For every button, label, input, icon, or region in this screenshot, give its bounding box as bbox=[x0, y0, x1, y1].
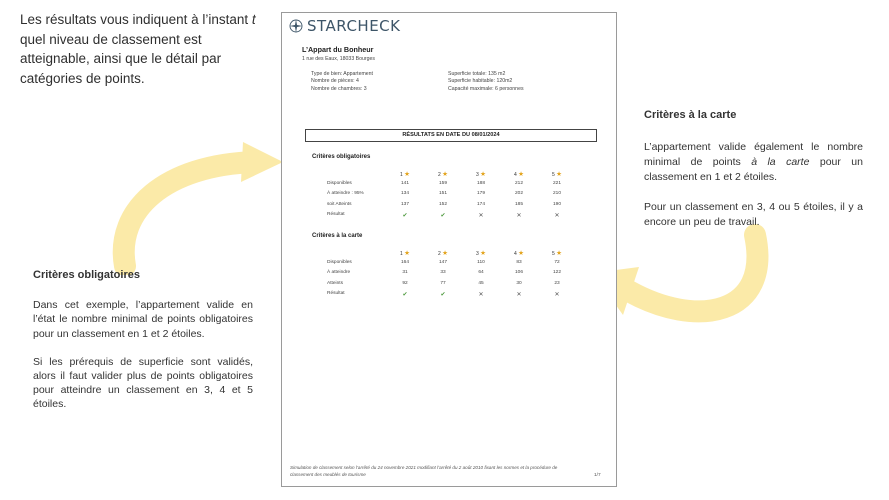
table-row bbox=[313, 189, 598, 200]
star-icon: ★ bbox=[442, 171, 448, 178]
level-5: 5 bbox=[552, 172, 555, 178]
table-cell: 141 bbox=[400, 180, 409, 186]
table-cell: 164 bbox=[400, 259, 409, 265]
table-cell: 174 bbox=[476, 201, 485, 207]
table-cell: 185 bbox=[514, 201, 523, 207]
star-icon: ★ bbox=[556, 250, 562, 257]
table-cell: 77 bbox=[440, 280, 446, 286]
cross-icon: ✕ bbox=[478, 213, 484, 219]
mandatory-explanation-title: Critères obligatoires bbox=[33, 269, 140, 281]
table-cell: 72 bbox=[554, 259, 560, 265]
row-label: soit Atteints bbox=[327, 201, 352, 207]
table-cell: 31 bbox=[402, 270, 408, 275]
star-icon: ★ bbox=[404, 250, 410, 257]
info-capacity: Capacité maximale: 6 personnes bbox=[448, 85, 524, 92]
table-cell: 221 bbox=[552, 180, 561, 186]
table-cell: 151 bbox=[438, 191, 447, 196]
table-cell: 122 bbox=[552, 270, 561, 275]
row-label: Disponibles bbox=[327, 180, 352, 186]
level-header bbox=[431, 170, 455, 178]
row-label: Résultat bbox=[327, 212, 345, 217]
starcheck-logo bbox=[289, 17, 401, 35]
mandatory-section-title: Critères obligatoires bbox=[312, 154, 371, 160]
table-cell: 179 bbox=[476, 191, 485, 196]
table-cell: 137 bbox=[400, 201, 409, 207]
table-cell: 30 bbox=[516, 280, 522, 286]
level-header bbox=[545, 170, 569, 178]
result-row bbox=[313, 289, 598, 300]
star-icon: ★ bbox=[480, 250, 486, 257]
intro-text-emph: t bbox=[251, 12, 256, 27]
table-row bbox=[313, 258, 598, 269]
level-2: 2 bbox=[438, 172, 441, 178]
table-cell: 23 bbox=[554, 280, 560, 286]
level-header bbox=[469, 170, 493, 178]
table-cell: 64 bbox=[478, 270, 484, 275]
level-4: 4 bbox=[514, 172, 517, 178]
star-icon: ★ bbox=[404, 171, 410, 178]
level-header bbox=[507, 249, 531, 257]
info-total-area: Superficie totale: 135 m2 bbox=[448, 71, 506, 77]
cross-icon: ✕ bbox=[516, 292, 522, 298]
table-cell: 110 bbox=[477, 259, 485, 265]
table-cell: 202 bbox=[514, 191, 523, 196]
property-name: L’Appart du Bonheur bbox=[302, 45, 374, 54]
result-row bbox=[313, 210, 598, 221]
info-type: Type de bien: Appartement bbox=[311, 71, 374, 77]
cross-icon: ✕ bbox=[478, 292, 484, 298]
intro-text bbox=[20, 10, 265, 88]
level-header bbox=[507, 170, 531, 178]
check-icon: ✔ bbox=[440, 213, 446, 219]
table-cell: 210 bbox=[552, 191, 561, 196]
level-1: 1 bbox=[400, 251, 403, 257]
intro-text-after: quel niveau de classement est atteignable, ainsi que le détail par catégories de points. bbox=[20, 31, 222, 86]
table-cell: 147 bbox=[438, 259, 447, 265]
mandatory-explanation-p1: Dans cet exemple, l’appartement valide en l’état le nombre minimal de points obligatoires pour un classement en 1 et 2 étoiles. bbox=[33, 299, 253, 340]
table-cell: 188 bbox=[476, 180, 485, 186]
level-2: 2 bbox=[438, 251, 441, 257]
cross-icon: ✕ bbox=[554, 213, 560, 219]
alacarte-explanation-title: Critères à la carte bbox=[644, 109, 737, 121]
row-label: À atteindre : 95% bbox=[327, 191, 364, 196]
table-cell: 33 bbox=[440, 270, 446, 275]
check-icon: ✔ bbox=[402, 292, 408, 298]
mandatory-table bbox=[313, 168, 598, 221]
row-label: Résultat bbox=[327, 291, 345, 296]
star-icon: ★ bbox=[556, 171, 562, 178]
alacarte-explanation-p1 bbox=[644, 140, 863, 185]
level-5: 5 bbox=[552, 251, 555, 257]
star-icon: ★ bbox=[518, 171, 524, 178]
page-number: 1/7 bbox=[594, 473, 601, 478]
compass-rose-icon bbox=[289, 19, 303, 33]
level-1: 1 bbox=[400, 172, 403, 178]
table-cell: 190 bbox=[552, 201, 561, 207]
row-label: Disponibles bbox=[327, 259, 352, 265]
level-header bbox=[393, 249, 417, 257]
mandatory-explanation bbox=[33, 268, 253, 426]
level-header bbox=[431, 249, 455, 257]
info-living-area: Superficie habitable: 120m2 bbox=[448, 78, 513, 85]
table-row bbox=[313, 179, 598, 190]
alacarte-p1-emph: à la carte bbox=[751, 156, 810, 168]
mandatory-explanation-p2: Si les prérequis de superficie sont validés, alors il faut valider plus de points obligatoires pour atteindre un classement en 3, 4 et 5 étoiles. bbox=[33, 355, 253, 411]
cross-icon: ✕ bbox=[554, 292, 560, 298]
document-footer: Simulation de classement selon l’arrêté du 24 novembre 2021 modifiant l’arrêté du 2 août 2010 fixant les normes et la procédure de classement des meublés de tourisme bbox=[290, 465, 558, 477]
alacarte-section-title: Critères à la carte bbox=[312, 233, 363, 239]
table-cell: 152 bbox=[438, 201, 447, 207]
table-cell: 106 bbox=[514, 270, 523, 275]
star-icon: ★ bbox=[518, 250, 524, 257]
info-rooms: Nombre de pièces: 4 bbox=[311, 78, 359, 85]
level-3: 3 bbox=[476, 172, 479, 178]
cross-icon: ✕ bbox=[516, 213, 522, 219]
level-3: 3 bbox=[476, 251, 479, 257]
table-row bbox=[313, 268, 598, 279]
star-icon: ★ bbox=[480, 171, 486, 178]
property-address: 1 rue des Eaux, 18033 Bourges bbox=[302, 56, 375, 62]
check-icon: ✔ bbox=[440, 292, 446, 298]
star-icon: ★ bbox=[442, 250, 448, 257]
alacarte-p1-before: L’appartement valide également le nombre minimal de points bbox=[644, 141, 863, 168]
logo-text: STARCHECK bbox=[307, 17, 401, 35]
property-info-left bbox=[311, 71, 373, 93]
alacarte-p1-after: pour un classement en 1 et 2 étoiles. bbox=[644, 156, 863, 183]
alacarte-explanation-p2: Pour un classement en 3, 4 ou 5 étoiles, il y a encore un peu de travail. bbox=[644, 201, 863, 228]
level-header bbox=[545, 249, 569, 257]
property-info-right bbox=[448, 71, 524, 93]
alacarte-table bbox=[313, 247, 598, 300]
level-4: 4 bbox=[514, 251, 517, 257]
table-cell: 45 bbox=[478, 280, 484, 286]
alacarte-header-row bbox=[313, 247, 598, 258]
table-cell: 159 bbox=[438, 180, 447, 186]
level-header bbox=[393, 170, 417, 178]
results-document bbox=[281, 12, 617, 487]
table-cell: 212 bbox=[514, 180, 523, 186]
table-row bbox=[313, 279, 598, 290]
table-row bbox=[313, 200, 598, 211]
table-cell: 83 bbox=[516, 259, 522, 265]
row-label: Atteints bbox=[327, 280, 343, 286]
row-label: À atteindre bbox=[327, 270, 351, 275]
table-cell: 134 bbox=[400, 191, 409, 196]
intro-text-before: Les résultats vous indiquent à l’instant bbox=[20, 12, 252, 27]
info-bedrooms: Nombre de chambres: 3 bbox=[311, 85, 367, 92]
results-banner: RÉSULTATS EN DATE DU 08/01/2024 bbox=[305, 129, 597, 142]
mandatory-header-row bbox=[313, 168, 598, 179]
level-header bbox=[469, 249, 493, 257]
arrow-left-icon bbox=[105, 140, 290, 275]
alacarte-explanation bbox=[644, 108, 863, 245]
check-icon: ✔ bbox=[402, 213, 408, 219]
table-cell: 92 bbox=[402, 280, 408, 286]
